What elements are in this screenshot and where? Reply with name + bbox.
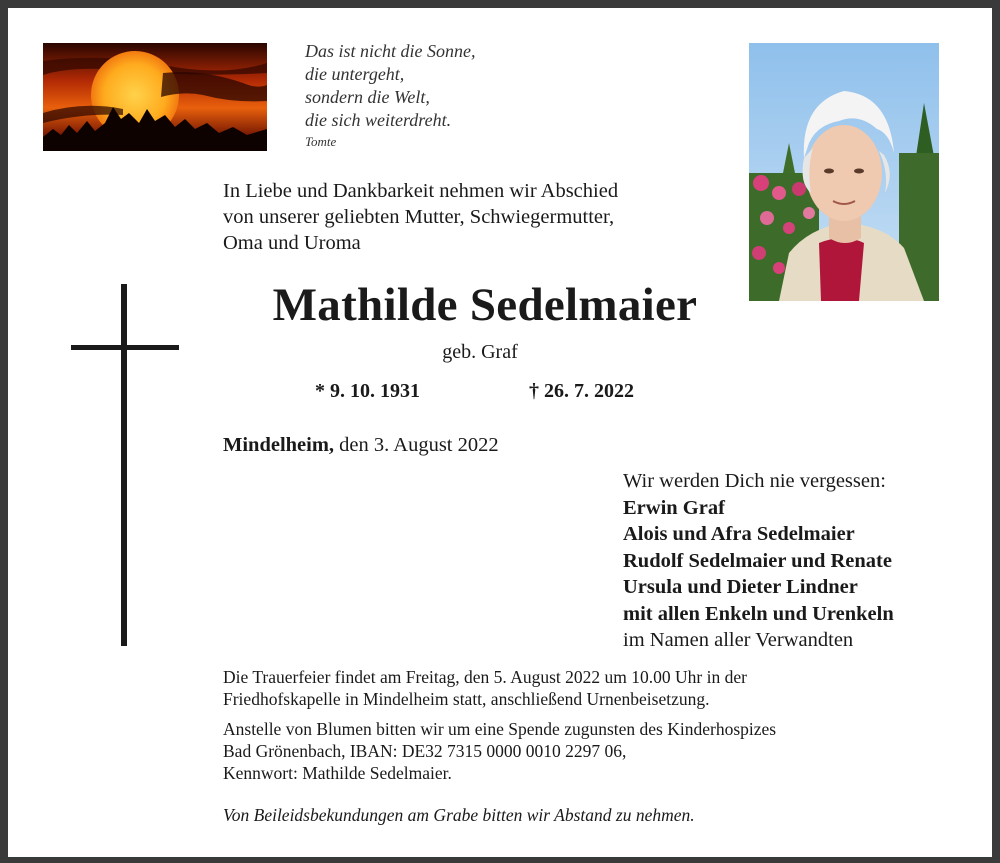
funeral-notice xyxy=(223,666,963,710)
portrait-photo xyxy=(749,43,939,301)
poem xyxy=(305,40,565,152)
mourner-name: Alois und Afra Sedelmaier xyxy=(623,523,855,545)
intro-line: Oma und Uroma xyxy=(223,232,361,254)
intro-line: von unserer geliebten Mutter, Schwiegermutter, xyxy=(223,206,615,228)
donation-line: Kennwort: Mathilde Sedelmaier. xyxy=(223,763,452,783)
mourner-name: Rudolf Sedelmaier und Renate xyxy=(623,549,892,572)
birth-date: * 9. 10. 1931 xyxy=(315,380,420,402)
deceased-name: Mathilde Sedelmaier xyxy=(272,279,698,331)
mourner-name: Erwin Graf xyxy=(623,496,725,519)
mourner-name: Ursula und Dieter Lindner xyxy=(623,576,858,598)
poem-author: Tomte xyxy=(305,134,337,149)
mourners-footer: im Namen aller Verwandten xyxy=(623,629,854,651)
closing-note: Von Beileidsbekundungen am Grabe bitten wir Abstand zu nehmen. xyxy=(223,805,695,825)
funeral-line: Friedhofskapelle in Mindelheim statt, anschließend Urnenbeisetzung. xyxy=(223,689,710,709)
cross-icon xyxy=(121,284,127,646)
mourners-heading: Wir werden Dich nie vergessen: xyxy=(623,470,886,492)
date: den 3. August 2022 xyxy=(334,434,499,456)
donation-notice xyxy=(223,718,963,784)
maiden-name: geb. Graf xyxy=(442,341,518,363)
poem-line: Das ist nicht die Sonne, xyxy=(305,41,476,61)
sunset-image xyxy=(43,43,267,151)
donation-line: Anstelle von Blumen bitten wir um eine Spende zugunsten des Kinderhospizes xyxy=(223,719,777,739)
poem-line: die sich weiterdreht. xyxy=(305,110,452,130)
place-date xyxy=(223,434,499,457)
cross-icon-bar xyxy=(71,345,179,350)
death-date: † 26. 7. 2022 xyxy=(529,380,634,402)
donation-line: Bad Grönenbach, IBAN: DE32 7315 0000 0010 2297 06, xyxy=(223,741,627,761)
mourners-block xyxy=(623,468,953,654)
funeral-line: Die Trauerfeier findet am Freitag, den 5. August 2022 um 10.00 Uhr in der xyxy=(223,667,747,687)
intro-line: In Liebe und Dankbarkeit nehmen wir Abschied xyxy=(223,180,619,202)
intro-text xyxy=(223,178,743,256)
poem-line: sondern die Welt, xyxy=(305,87,430,107)
place: Mindelheim, xyxy=(223,434,335,456)
poem-line: die untergeht, xyxy=(305,64,405,84)
mourner-name: mit allen Enkeln und Urenkeln xyxy=(623,602,894,625)
